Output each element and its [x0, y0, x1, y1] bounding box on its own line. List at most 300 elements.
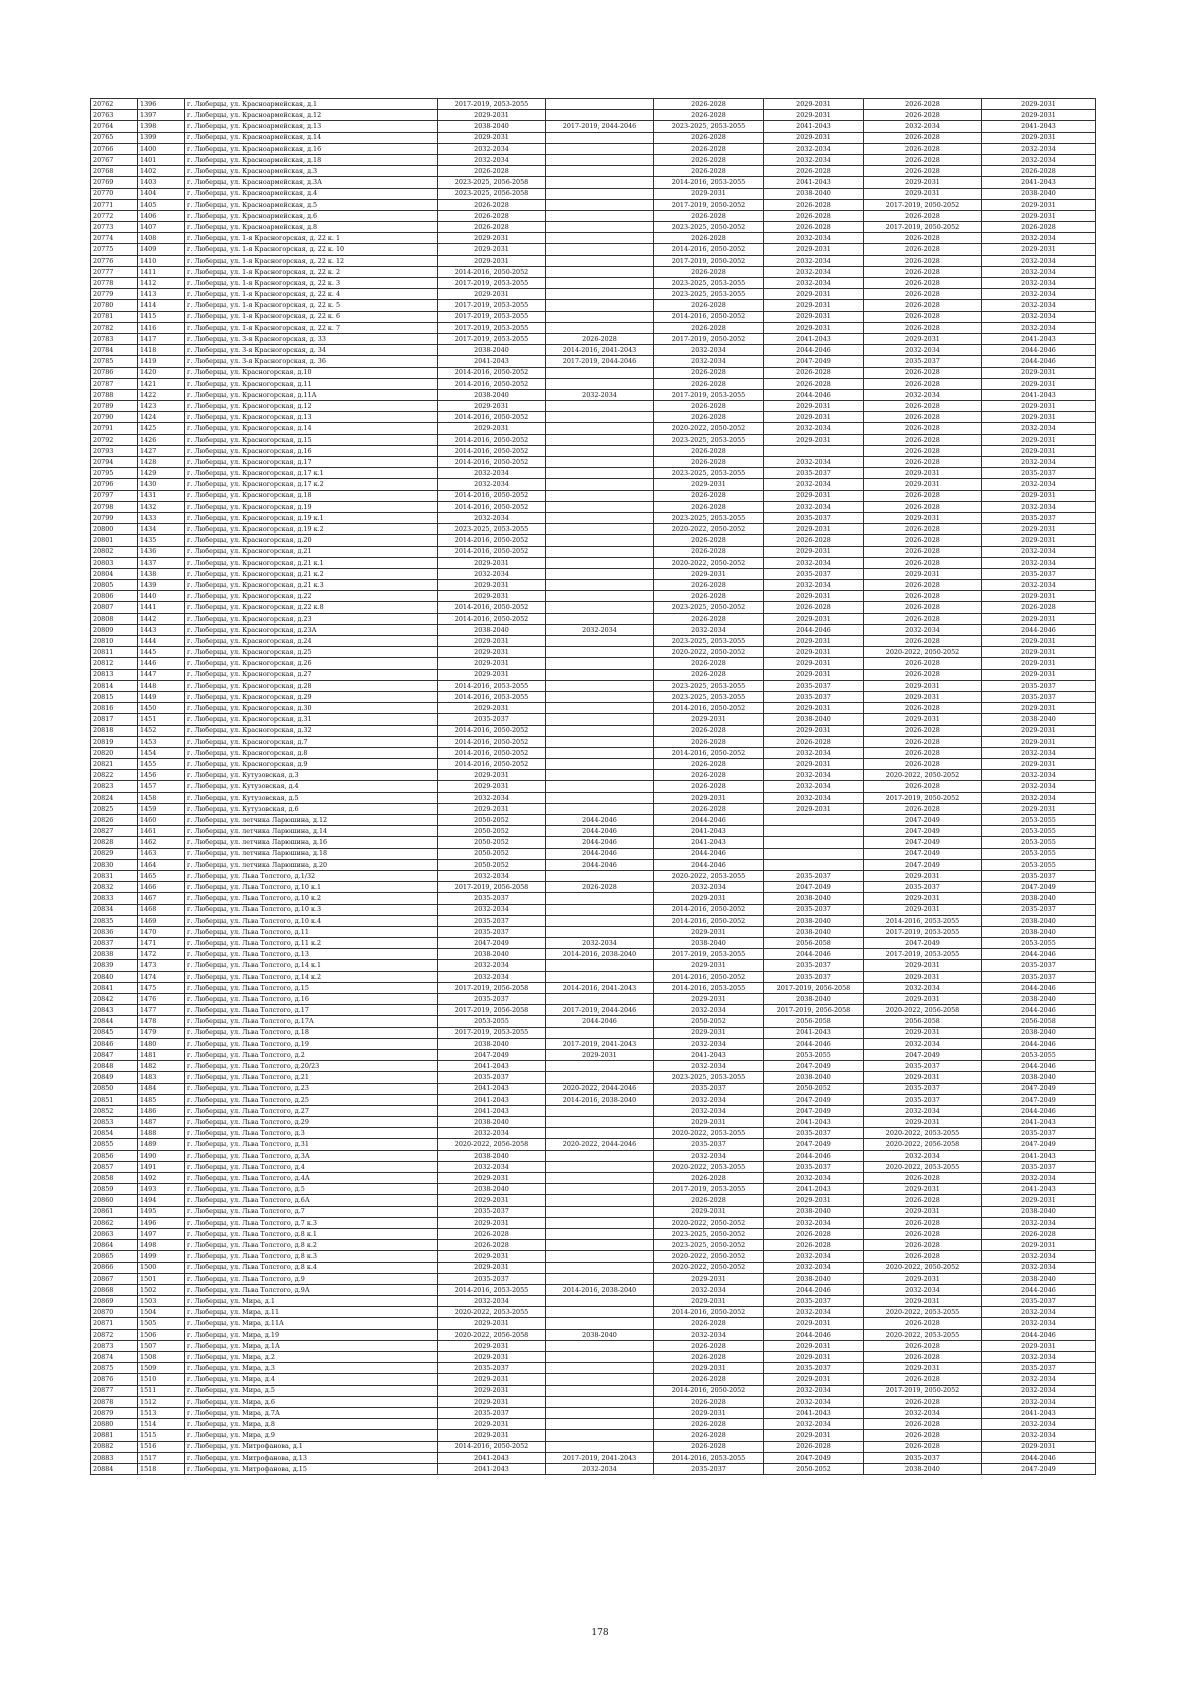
period-2-cell [546, 1027, 654, 1038]
period-6-cell: 2032-2034 [982, 255, 1096, 266]
period-3-cell: 2026-2028 [654, 546, 764, 557]
period-3-cell: 2014-2016, 2050-2052 [654, 244, 764, 255]
row-index-cell: 20777 [91, 266, 138, 277]
table-row [91, 792, 1096, 803]
row-index-cell: 20847 [91, 1049, 138, 1060]
house-number-cell: 1452 [138, 725, 185, 736]
period-4-cell: 2038-2040 [764, 915, 864, 926]
period-6-cell: 2032-2034 [982, 1251, 1096, 1262]
period-2-cell [546, 412, 654, 423]
period-3-cell: 2032-2034 [654, 345, 764, 356]
address-cell: г. Люберцы, ул. Кутузовская, д.6 [185, 803, 438, 814]
period-1-cell: 2035-2037 [438, 714, 546, 725]
row-index-cell: 20797 [91, 490, 138, 501]
row-index-cell: 20875 [91, 1363, 138, 1374]
period-1-cell: 2026-2028 [438, 199, 546, 210]
period-3-cell: 2029-2031 [654, 926, 764, 937]
period-4-cell: 2029-2031 [764, 434, 864, 445]
address-cell: г. Люберцы, ул. 1-я Красногорская, д. 22 к. 3 [185, 278, 438, 289]
period-2-cell [546, 636, 654, 647]
row-index-cell: 20877 [91, 1385, 138, 1396]
row-index-cell: 20868 [91, 1284, 138, 1295]
period-5-cell: 2047-2049 [864, 826, 982, 837]
period-3-cell: 2020-2022, 2050-2052 [654, 1262, 764, 1273]
period-1-cell: 2032-2034 [438, 568, 546, 579]
period-3-cell: 2014-2016, 2053-2055 [654, 177, 764, 188]
row-index-cell: 20766 [91, 143, 138, 154]
address-cell: г. Люберцы, ул. Красноармейская, д.6 [185, 210, 438, 221]
address-cell: г. Люберцы, ул. Льва Толстого, д.3А [185, 1150, 438, 1161]
period-6-cell: 2029-2031 [982, 434, 1096, 445]
period-5-cell: 2026-2028 [864, 535, 982, 546]
period-3-cell: 2020-2022, 2050-2052 [654, 423, 764, 434]
row-index-cell: 20814 [91, 680, 138, 691]
table-row [91, 121, 1096, 132]
house-number-cell: 1472 [138, 949, 185, 960]
period-4-cell: 2026-2028 [764, 378, 864, 389]
period-4-cell: 2035-2037 [764, 971, 864, 982]
period-1-cell: 2020-2022, 2053-2055 [438, 1307, 546, 1318]
period-4-cell: 2047-2049 [764, 1061, 864, 1072]
period-2-cell [546, 143, 654, 154]
period-5-cell: 2026-2028 [864, 803, 982, 814]
house-number-cell: 1486 [138, 1105, 185, 1116]
period-5-cell: 2020-2022, 2056-2058 [864, 1139, 982, 1150]
house-number-cell: 1492 [138, 1173, 185, 1184]
period-2-cell [546, 613, 654, 624]
period-4-cell: 2035-2037 [764, 1161, 864, 1172]
period-1-cell: 2050-2052 [438, 815, 546, 826]
house-number-cell: 1397 [138, 110, 185, 121]
period-2-cell: 2017-2019, 2044-2046 [546, 356, 654, 367]
period-6-cell: 2044-2046 [982, 1284, 1096, 1295]
period-2-cell [546, 524, 654, 535]
table-row [91, 1161, 1096, 1172]
period-2-cell [546, 1228, 654, 1239]
period-4-cell: 2029-2031 [764, 1340, 864, 1351]
address-cell: г. Люберцы, ул. Льва Толстого, д.21 [185, 1072, 438, 1083]
period-6-cell: 2029-2031 [982, 803, 1096, 814]
house-number-cell: 1458 [138, 792, 185, 803]
period-1-cell: 2014-2016, 2053-2055 [438, 691, 546, 702]
period-4-cell: 2029-2031 [764, 658, 864, 669]
table-row [91, 1240, 1096, 1251]
period-2-cell [546, 367, 654, 378]
house-number-cell: 1399 [138, 132, 185, 143]
table-row [91, 1296, 1096, 1307]
address-cell: г. Люберцы, ул. Красногорская, д.16 [185, 445, 438, 456]
house-number-cell: 1508 [138, 1352, 185, 1363]
house-number-cell: 1473 [138, 960, 185, 971]
period-4-cell: 2029-2031 [764, 636, 864, 647]
address-cell: г. Люберцы, ул. Красногорская, д.30 [185, 703, 438, 714]
period-3-cell: 2023-2025, 2053-2055 [654, 1072, 764, 1083]
house-number-cell: 1443 [138, 624, 185, 635]
period-6-cell: 2035-2037 [982, 904, 1096, 915]
period-2-cell [546, 535, 654, 546]
period-1-cell: 2020-2022, 2056-2058 [438, 1329, 546, 1340]
period-5-cell: 2026-2028 [864, 1419, 982, 1430]
period-4-cell: 2029-2031 [764, 412, 864, 423]
period-4-cell: 2029-2031 [764, 132, 864, 143]
house-number-cell: 1428 [138, 457, 185, 468]
period-5-cell: 2026-2028 [864, 255, 982, 266]
address-cell: г. Люберцы, ул. 1-я Красногорская, д. 22 к. 5 [185, 300, 438, 311]
period-2-cell [546, 99, 654, 110]
period-2-cell: 2014-2016, 2038-2040 [546, 949, 654, 960]
address-cell: г. Люберцы, ул. Красногорская, д.17 [185, 457, 438, 468]
period-3-cell: 2029-2031 [654, 1363, 764, 1374]
period-3-cell: 2023-2025, 2053-2055 [654, 636, 764, 647]
period-5-cell: 2029-2031 [864, 1273, 982, 1284]
house-number-cell: 1417 [138, 333, 185, 344]
address-cell: г. Люберцы, ул. летчика Ларюшина, д.16 [185, 837, 438, 848]
period-6-cell: 2053-2055 [982, 938, 1096, 949]
period-6-cell: 2035-2037 [982, 568, 1096, 579]
period-4-cell: 2032-2034 [764, 1385, 864, 1396]
address-cell: г. Люберцы, ул. Мира, д.6 [185, 1396, 438, 1407]
period-1-cell: 2017-2019, 2053-2055 [438, 311, 546, 322]
period-5-cell: 2026-2028 [864, 132, 982, 143]
table-row [91, 1117, 1096, 1128]
period-6-cell: 2029-2031 [982, 132, 1096, 143]
house-number-cell: 1440 [138, 591, 185, 602]
period-4-cell: 2035-2037 [764, 1128, 864, 1139]
period-5-cell: 2029-2031 [864, 691, 982, 702]
house-number-cell: 1425 [138, 423, 185, 434]
address-cell: г. Люберцы, ул. Мира, д.2 [185, 1352, 438, 1363]
period-3-cell: 2029-2031 [654, 188, 764, 199]
period-5-cell: 2032-2034 [864, 121, 982, 132]
table-row [91, 904, 1096, 915]
house-number-cell: 1515 [138, 1430, 185, 1441]
address-cell: г. Люберцы, ул. Красногорская, д.21 к.1 [185, 557, 438, 568]
period-1-cell: 2029-2031 [438, 1374, 546, 1385]
table-row [91, 322, 1096, 333]
period-1-cell: 2047-2049 [438, 1049, 546, 1060]
table-row [91, 345, 1096, 356]
period-3-cell: 2026-2028 [654, 490, 764, 501]
address-cell: г. Люберцы, ул. Льва Толстого, д.3 [185, 1128, 438, 1139]
row-index-cell: 20830 [91, 859, 138, 870]
period-6-cell: 2032-2034 [982, 1430, 1096, 1441]
address-cell: г. Люберцы, ул. Красногорская, д.26 [185, 658, 438, 669]
period-5-cell: 2026-2028 [864, 143, 982, 154]
period-6-cell: 2029-2031 [982, 401, 1096, 412]
period-3-cell: 2023-2025, 2053-2055 [654, 512, 764, 523]
period-1-cell: 2038-2040 [438, 1150, 546, 1161]
house-number-cell: 1405 [138, 199, 185, 210]
table-row [91, 647, 1096, 658]
period-1-cell: 2017-2019, 2053-2055 [438, 333, 546, 344]
period-2-cell [546, 322, 654, 333]
period-5-cell: 2026-2028 [864, 457, 982, 468]
period-1-cell: 2038-2040 [438, 624, 546, 635]
house-number-cell: 1450 [138, 703, 185, 714]
period-5-cell: 2026-2028 [864, 233, 982, 244]
table-row [91, 445, 1096, 456]
period-4-cell: 2026-2028 [764, 199, 864, 210]
period-3-cell: 2029-2031 [654, 792, 764, 803]
period-5-cell: 2026-2028 [864, 781, 982, 792]
table-row [91, 132, 1096, 143]
table-row [91, 1374, 1096, 1385]
period-3-cell: 2029-2031 [654, 994, 764, 1005]
row-index-cell: 20827 [91, 826, 138, 837]
period-6-cell: 2032-2034 [982, 1419, 1096, 1430]
row-index-cell: 20851 [91, 1094, 138, 1105]
house-number-cell: 1464 [138, 859, 185, 870]
address-cell: г. Люберцы, ул. Красногорская, д.17 к.1 [185, 468, 438, 479]
table-row [91, 1173, 1096, 1184]
period-3-cell: 2026-2028 [654, 781, 764, 792]
row-index-cell: 20848 [91, 1061, 138, 1072]
period-1-cell: 2041-2043 [438, 1061, 546, 1072]
period-4-cell: 2044-2046 [764, 1038, 864, 1049]
period-3-cell: 2026-2028 [654, 1374, 764, 1385]
row-index-cell: 20881 [91, 1430, 138, 1441]
period-1-cell: 2026-2028 [438, 222, 546, 233]
row-index-cell: 20769 [91, 177, 138, 188]
period-1-cell: 2026-2028 [438, 1240, 546, 1251]
row-index-cell: 20854 [91, 1128, 138, 1139]
period-3-cell: 2026-2028 [654, 580, 764, 591]
period-1-cell: 2029-2031 [438, 1340, 546, 1351]
house-number-cell: 1474 [138, 971, 185, 982]
house-number-cell: 1455 [138, 759, 185, 770]
period-1-cell: 2032-2034 [438, 1296, 546, 1307]
period-6-cell: 2044-2046 [982, 1105, 1096, 1116]
house-number-cell: 1409 [138, 244, 185, 255]
table-row [91, 680, 1096, 691]
row-index-cell: 20871 [91, 1318, 138, 1329]
period-2-cell: 2032-2034 [546, 389, 654, 400]
period-5-cell: 2047-2049 [864, 938, 982, 949]
period-1-cell: 2050-2052 [438, 826, 546, 837]
row-index-cell: 20792 [91, 434, 138, 445]
period-2-cell [546, 680, 654, 691]
period-4-cell: 2029-2031 [764, 1374, 864, 1385]
period-6-cell: 2035-2037 [982, 960, 1096, 971]
row-index-cell: 20878 [91, 1396, 138, 1407]
period-6-cell: 2035-2037 [982, 691, 1096, 702]
period-1-cell: 2032-2034 [438, 960, 546, 971]
period-1-cell: 2029-2031 [438, 110, 546, 121]
period-5-cell: 2026-2028 [864, 1251, 982, 1262]
period-6-cell: 2056-2058 [982, 1016, 1096, 1027]
address-cell: г. Люберцы, ул. 1-я Красногорская, д. 22 к. 7 [185, 322, 438, 333]
period-4-cell [764, 815, 864, 826]
period-6-cell: 2041-2043 [982, 121, 1096, 132]
address-cell: г. Люберцы, ул. летчика Ларюшина, д.20 [185, 859, 438, 870]
period-3-cell: 2026-2028 [654, 501, 764, 512]
table-row [91, 389, 1096, 400]
period-1-cell: 2032-2034 [438, 792, 546, 803]
house-number-cell: 1497 [138, 1228, 185, 1239]
period-6-cell: 2029-2031 [982, 99, 1096, 110]
house-number-cell: 1469 [138, 915, 185, 926]
period-4-cell: 2047-2049 [764, 1105, 864, 1116]
period-4-cell: 2038-2040 [764, 994, 864, 1005]
row-index-cell: 20773 [91, 222, 138, 233]
period-6-cell: 2032-2034 [982, 278, 1096, 289]
address-cell: г. Люберцы, ул. Красногорская, д.21 [185, 546, 438, 557]
row-index-cell: 20798 [91, 501, 138, 512]
period-3-cell: 2026-2028 [654, 445, 764, 456]
period-5-cell: 2026-2028 [864, 434, 982, 445]
period-2-cell [546, 557, 654, 568]
table-row [91, 1049, 1096, 1060]
house-number-cell: 1419 [138, 356, 185, 367]
address-cell: г. Люберцы, ул. Красногорская, д.11А [185, 389, 438, 400]
period-5-cell: 2029-2031 [864, 1296, 982, 1307]
period-5-cell: 2026-2028 [864, 300, 982, 311]
row-index-cell: 20838 [91, 949, 138, 960]
row-index-cell: 20840 [91, 971, 138, 982]
period-4-cell: 2029-2031 [764, 759, 864, 770]
period-1-cell: 2032-2034 [438, 870, 546, 881]
period-6-cell: 2029-2031 [982, 647, 1096, 658]
table-row [91, 401, 1096, 412]
period-1-cell: 2050-2052 [438, 848, 546, 859]
period-3-cell: 2026-2028 [654, 233, 764, 244]
period-2-cell [546, 1262, 654, 1273]
house-number-cell: 1422 [138, 389, 185, 400]
period-1-cell: 2041-2043 [438, 1094, 546, 1105]
table-row [91, 457, 1096, 468]
period-3-cell: 2029-2031 [654, 960, 764, 971]
row-index-cell: 20806 [91, 591, 138, 602]
period-3-cell: 2026-2028 [654, 591, 764, 602]
period-2-cell [546, 1363, 654, 1374]
table-row [91, 870, 1096, 881]
period-3-cell: 2026-2028 [654, 1318, 764, 1329]
period-1-cell: 2017-2019, 2056-2058 [438, 982, 546, 993]
period-1-cell: 2032-2034 [438, 1161, 546, 1172]
period-1-cell: 2014-2016, 2050-2052 [438, 378, 546, 389]
period-5-cell: 2032-2034 [864, 345, 982, 356]
period-3-cell: 2026-2028 [654, 322, 764, 333]
period-2-cell [546, 255, 654, 266]
period-4-cell: 2044-2046 [764, 1329, 864, 1340]
period-5-cell: 2026-2028 [864, 423, 982, 434]
table-body [91, 99, 1096, 1475]
house-number-cell: 1426 [138, 434, 185, 445]
house-number-cell: 1418 [138, 345, 185, 356]
period-2-cell: 2032-2034 [546, 1463, 654, 1474]
period-5-cell: 2029-2031 [864, 714, 982, 725]
period-4-cell: 2032-2034 [764, 1396, 864, 1407]
house-number-cell: 1430 [138, 479, 185, 490]
address-cell: г. Люберцы, ул. Льва Толстого, д.10 к.4 [185, 915, 438, 926]
period-3-cell: 2014-2016, 2050-2052 [654, 1307, 764, 1318]
table-row [91, 1228, 1096, 1239]
period-2-cell [546, 1296, 654, 1307]
period-6-cell: 2032-2034 [982, 1262, 1096, 1273]
period-5-cell: 2026-2028 [864, 210, 982, 221]
address-cell: г. Люберцы, ул. Красногорская, д.18 [185, 490, 438, 501]
period-1-cell: 2038-2040 [438, 121, 546, 132]
period-4-cell: 2026-2028 [764, 1240, 864, 1251]
period-4-cell: 2032-2034 [764, 278, 864, 289]
table-row [91, 1016, 1096, 1027]
period-4-cell: 2029-2031 [764, 289, 864, 300]
period-1-cell: 2017-2019, 2053-2055 [438, 300, 546, 311]
period-4-cell [764, 837, 864, 848]
table-row [91, 669, 1096, 680]
period-2-cell [546, 926, 654, 937]
period-6-cell: 2032-2034 [982, 1217, 1096, 1228]
house-number-cell: 1457 [138, 781, 185, 792]
house-number-cell: 1412 [138, 278, 185, 289]
period-2-cell [546, 870, 654, 881]
period-1-cell: 2029-2031 [438, 401, 546, 412]
period-4-cell: 2029-2031 [764, 613, 864, 624]
period-6-cell: 2029-2031 [982, 591, 1096, 602]
period-3-cell: 2029-2031 [654, 1296, 764, 1307]
table-row [91, 1463, 1096, 1474]
address-cell: г. Люберцы, ул. Льва Толстого, д.14 к.1 [185, 960, 438, 971]
row-index-cell: 20768 [91, 166, 138, 177]
house-number-cell: 1503 [138, 1296, 185, 1307]
period-6-cell: 2029-2031 [982, 1340, 1096, 1351]
house-number-cell: 1402 [138, 166, 185, 177]
period-1-cell: 2029-2031 [438, 1352, 546, 1363]
period-2-cell [546, 792, 654, 803]
row-index-cell: 20846 [91, 1038, 138, 1049]
period-6-cell: 2029-2031 [982, 210, 1096, 221]
period-4-cell: 2032-2034 [764, 1262, 864, 1273]
period-5-cell: 2047-2049 [864, 1049, 982, 1060]
address-cell: г. Люберцы, ул. Льва Толстого, д.8 к.1 [185, 1228, 438, 1239]
period-4-cell [764, 859, 864, 870]
period-5-cell: 2035-2037 [864, 1061, 982, 1072]
period-4-cell: 2017-2019, 2056-2058 [764, 982, 864, 993]
table-row [91, 356, 1096, 367]
address-cell: г. Люберцы, ул. Льва Толстого, д.19 [185, 1038, 438, 1049]
table-row [91, 1061, 1096, 1072]
table-row [91, 501, 1096, 512]
period-2-cell [546, 602, 654, 613]
period-1-cell: 2017-2019, 2053-2055 [438, 1027, 546, 1038]
house-number-cell: 1434 [138, 524, 185, 535]
period-6-cell: 2029-2031 [982, 524, 1096, 535]
period-1-cell: 2029-2031 [438, 580, 546, 591]
row-index-cell: 20808 [91, 613, 138, 624]
period-4-cell: 2032-2034 [764, 1307, 864, 1318]
period-2-cell [546, 1352, 654, 1363]
table-row [91, 1027, 1096, 1038]
period-2-cell [546, 770, 654, 781]
address-cell: г. Люберцы, ул. 1-я Красногорская, д. 22 к. 2 [185, 266, 438, 277]
period-2-cell [546, 1217, 654, 1228]
table-row [91, 781, 1096, 792]
period-1-cell: 2038-2040 [438, 345, 546, 356]
period-5-cell: 2029-2031 [864, 994, 982, 1005]
period-2-cell [546, 669, 654, 680]
period-6-cell: 2041-2043 [982, 1117, 1096, 1128]
table-row [91, 691, 1096, 702]
period-3-cell: 2029-2031 [654, 568, 764, 579]
house-number-cell: 1483 [138, 1072, 185, 1083]
period-3-cell: 2026-2028 [654, 154, 764, 165]
period-3-cell: 2044-2046 [654, 859, 764, 870]
row-index-cell: 20774 [91, 233, 138, 244]
period-3-cell: 2020-2022, 2053-2055 [654, 1161, 764, 1172]
row-index-cell: 20807 [91, 602, 138, 613]
period-4-cell: 2029-2031 [764, 546, 864, 557]
table-row [91, 546, 1096, 557]
